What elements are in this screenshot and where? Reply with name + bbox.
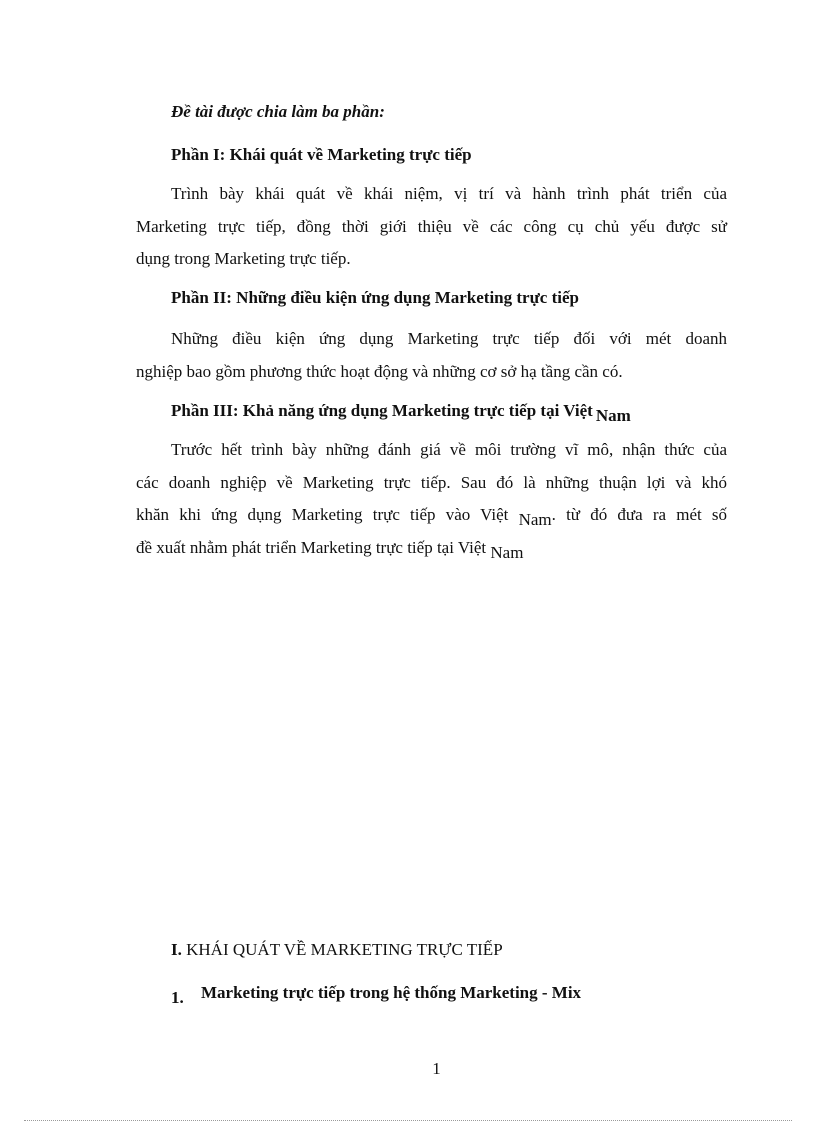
page-bottom-divider <box>24 1120 792 1121</box>
paragraph-line: Trình bày khái quát về khái niệm, vị trí và hành trình phát triển của <box>171 184 727 203</box>
chapter-title: KHÁI QUÁT VỀ MARKETING TRỰC TIẾP <box>186 940 503 959</box>
section-number: 1. <box>171 988 184 1007</box>
section-title: Marketing trực tiếp trong hệ thống Marketing - Mix <box>201 983 582 1002</box>
part-3-heading <box>171 401 631 426</box>
chapter-number: I. <box>171 940 182 959</box>
part-2-heading: Phần II: Những điều kiện ứng dụng Marketing trực tiếp <box>171 288 579 307</box>
section-heading <box>171 983 581 1008</box>
paragraph-line-subscript: Nam <box>490 542 524 562</box>
part-2-paragraph <box>136 323 727 388</box>
paragraph-line-text: . từ đó đưa ra mét số <box>551 505 728 524</box>
paragraph-line-subscript: Nam <box>518 510 552 529</box>
paragraph-line-text: đề xuất nhằm phát triển Marketing trực tiếp tại Việt <box>136 537 487 557</box>
paragraph-line: Trước hết trình bày những đánh giá về môi trường vĩ mô, nhận thức của <box>171 440 727 459</box>
paragraph-line: nghiệp bao gồm phương thức hoạt động và những cơ sở hạ tầng cần có. <box>136 361 623 381</box>
part-3-heading-subscript: Nam <box>595 406 631 425</box>
paragraph-line-text: khăn khi ứng dụng Marketing trực tiếp vào Việt <box>136 505 509 524</box>
part-3-paragraph <box>136 434 727 564</box>
paragraph-line: dụng trong Marketing trực tiếp. <box>136 249 351 268</box>
paragraph-line: Marketing trực tiếp, đồng thời giới thiệu về các công cụ chủ yếu được sử <box>136 216 727 236</box>
page-number: 1 <box>432 1059 441 1078</box>
part-1-heading: Phần I: Khái quát về Marketing trực tiếp <box>171 145 472 164</box>
part-1-paragraph <box>136 178 727 276</box>
paragraph-line: Những điều kiện ứng dụng Marketing trực tiếp đối với mét doanh <box>171 329 727 348</box>
intro-title: Đề tài được chia làm ba phần: <box>171 102 385 121</box>
paragraph-line: các doanh nghiệp về Marketing trực tiếp. Sau đó là những thuận lợi và khó <box>136 472 727 492</box>
paragraph-line <box>136 499 727 532</box>
chapter-heading <box>171 940 503 960</box>
part-3-heading-text: Phần III: Khả năng ứng dụng Marketing trực tiếp tại Việt <box>171 401 593 420</box>
paragraph-line <box>136 532 727 565</box>
